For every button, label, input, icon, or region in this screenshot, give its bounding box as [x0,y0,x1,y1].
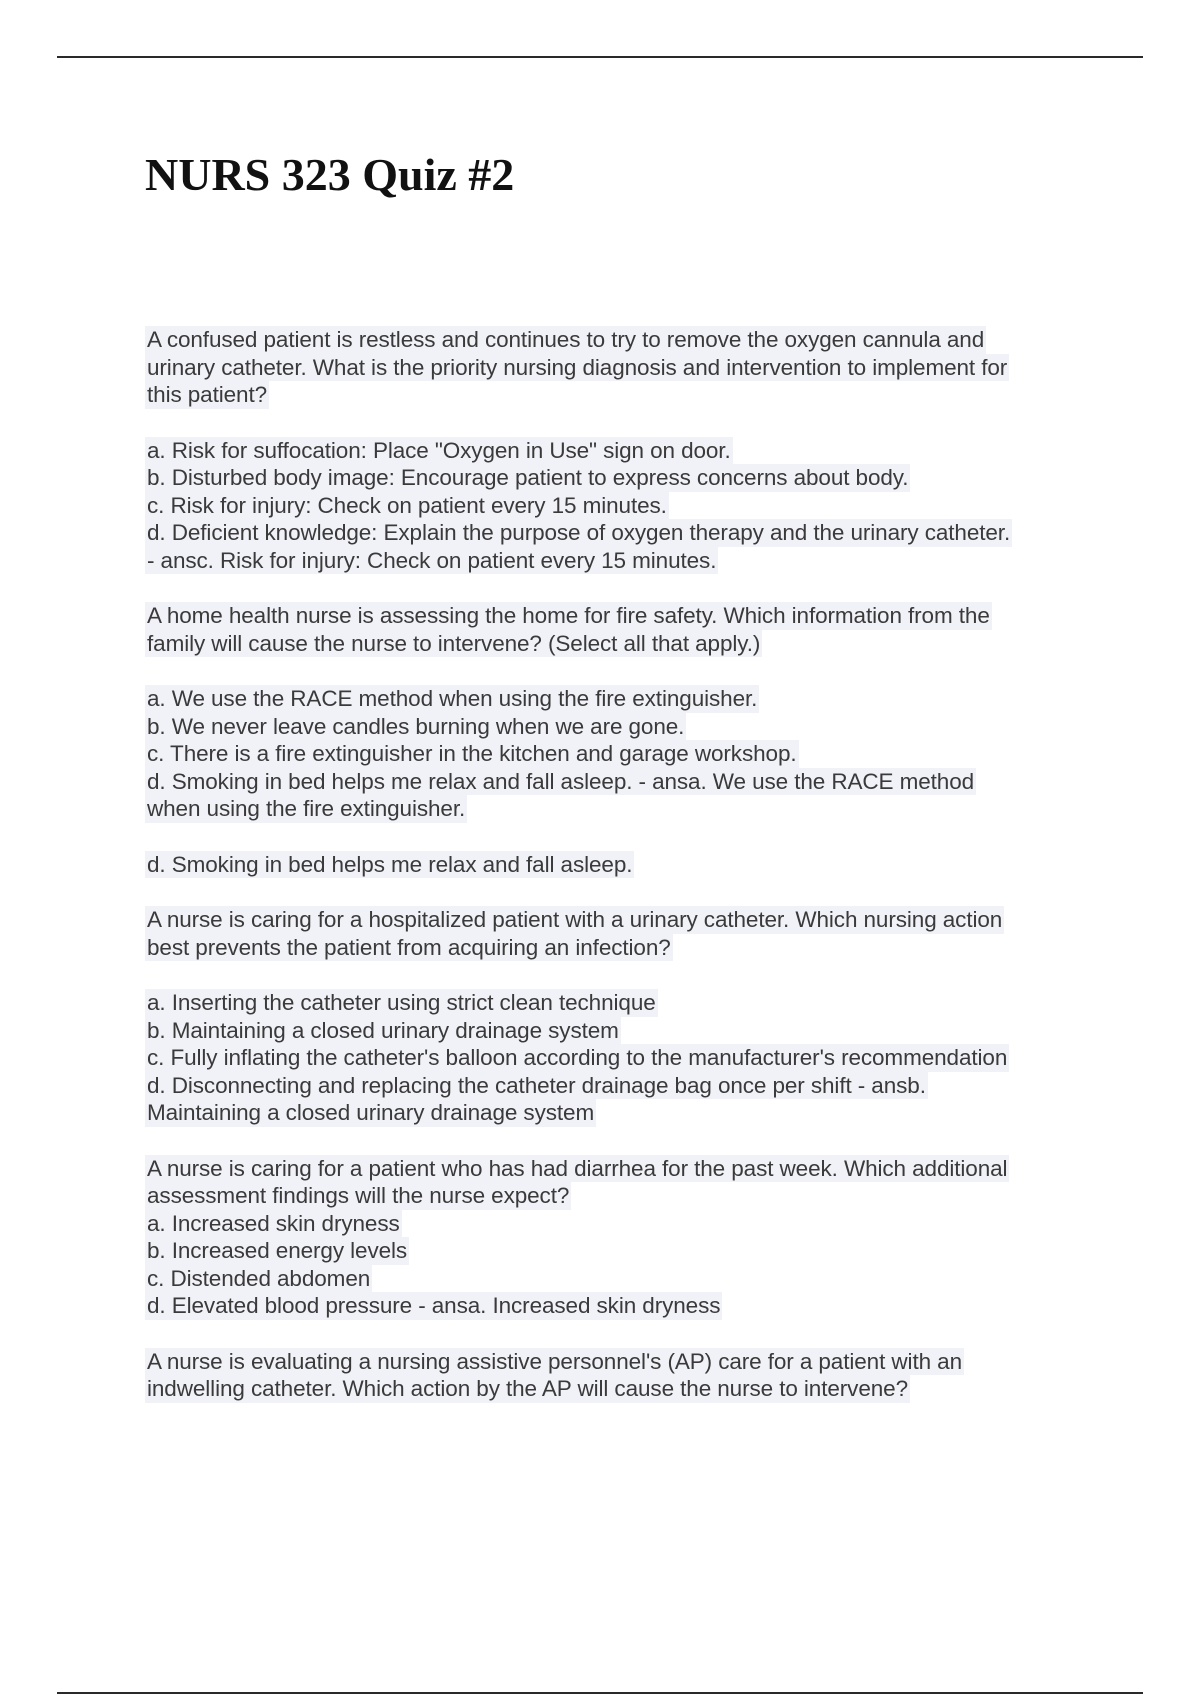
line-text: b. Increased energy levels [147,1238,408,1263]
text-line [145,740,1085,768]
line-text: b. Maintaining a closed urinary drainage system [147,1017,619,1043]
line-text: b. We never leave candles burning when we are gone. [147,713,685,739]
paragraph-gap [145,657,1085,685]
text-line [145,326,1085,354]
text-line [145,1099,1085,1127]
line-text: d. Elevated blood pressure - ansa. Increased skin dryness [147,1293,721,1318]
text-block [145,437,1085,575]
text-line [145,713,1085,741]
text-line [145,989,1085,1017]
text-line [145,934,1085,962]
line-text: c. There is a fire extinguisher in the kitchen and garage workshop. [147,741,797,766]
line-text: a. Increased skin dryness [147,1210,400,1236]
line-text: urinary catheter. What is the priority nursing diagnosis and intervention to implement for [147,354,1008,380]
line-text: a. Risk for suffocation: Place "Oxygen in Use" sign on door. [147,437,731,463]
line-text: A nurse is evaluating a nursing assistive personnel's (AP) care for a patient with an [147,1348,962,1374]
text-line [145,354,1085,382]
line-text: Maintaining a closed urinary drainage system [147,1100,595,1125]
text-line [145,1155,1085,1183]
text-block [145,989,1085,1127]
text-line [145,1044,1085,1072]
text-line [145,464,1085,492]
text-line [145,906,1085,934]
text-block [145,1155,1085,1320]
paragraph-gap [145,823,1085,851]
paragraph-gap [145,961,1085,989]
text-line [145,1210,1085,1238]
document-body [145,326,1085,1403]
text-line [145,630,1085,658]
page-title: NURS 323 Quiz #2 [145,149,515,200]
text-block [145,685,1085,823]
text-line [145,851,1085,879]
text-line [145,1348,1085,1376]
paragraph-gap [145,1127,1085,1155]
text-block [145,326,1085,409]
line-text: a. Inserting the catheter using strict clean technique [147,990,656,1015]
line-text: d. Smoking in bed helps me relax and fall asleep. [147,851,633,877]
text-block [145,906,1085,961]
text-line [145,1237,1085,1265]
line-text: family will cause the nurse to intervene? (Select all that apply.) [147,630,761,656]
line-text: c. Distended abdomen [147,1265,371,1291]
paragraph-gap [145,1320,1085,1348]
paragraph-gap [145,574,1085,602]
text-line [145,437,1085,465]
line-text: A home health nurse is assessing the home for fire safety. Which information from the [147,603,990,628]
text-block [145,851,1085,879]
line-text: c. Fully inflating the catheter's balloon according to the manufacturer's recommendation [147,1045,1008,1070]
text-line [145,381,1085,409]
text-line [145,1292,1085,1320]
line-text: indwelling catheter. Which action by the AP will cause the nurse to intervene? [147,1376,908,1401]
line-text: assessment findings will the nurse expect? [147,1183,570,1208]
text-line [145,492,1085,520]
text-line [145,519,1085,547]
bottom-rule [57,1692,1143,1694]
text-line [145,1265,1085,1293]
paragraph-gap [145,409,1085,437]
text-line [145,768,1085,796]
text-line [145,1375,1085,1403]
text-line [145,1072,1085,1100]
paragraph-gap [145,878,1085,906]
text-block [145,1348,1085,1403]
line-text: when using the fire extinguisher. [147,796,466,821]
line-text: b. Disturbed body image: Encourage patient to express concerns about body. [147,465,909,490]
top-rule [57,56,1143,58]
line-text: d. Disconnecting and replacing the catheter drainage bag once per shift - ansb. [147,1072,926,1098]
line-text: a. We use the RACE method when using the fire extinguisher. [147,686,758,711]
text-line [145,1017,1085,1045]
text-block [145,602,1085,657]
text-line [145,547,1085,575]
line-text: best prevents the patient from acquiring an infection? [147,934,671,960]
line-text: A nurse is caring for a hospitalized patient with a urinary catheter. Which nursing action [147,907,1003,932]
text-line [145,602,1085,630]
line-text: this patient? [147,382,268,407]
line-text: d. Smoking in bed helps me relax and fall asleep. - ansa. We use the RACE method [147,768,975,794]
text-line [145,1182,1085,1210]
text-line [145,795,1085,823]
line-text: - ansc. Risk for injury: Check on patient every 15 minutes. [147,547,717,573]
line-text: c. Risk for injury: Check on patient every 15 minutes. [147,492,667,518]
line-text: A confused patient is restless and continues to try to remove the oxygen cannula and [147,327,985,352]
line-text: A nurse is caring for a patient who has had diarrhea for the past week. Which additional [147,1155,1008,1181]
line-text: d. Deficient knowledge: Explain the purpose of oxygen therapy and the urinary catheter. [147,520,1011,545]
text-line [145,685,1085,713]
